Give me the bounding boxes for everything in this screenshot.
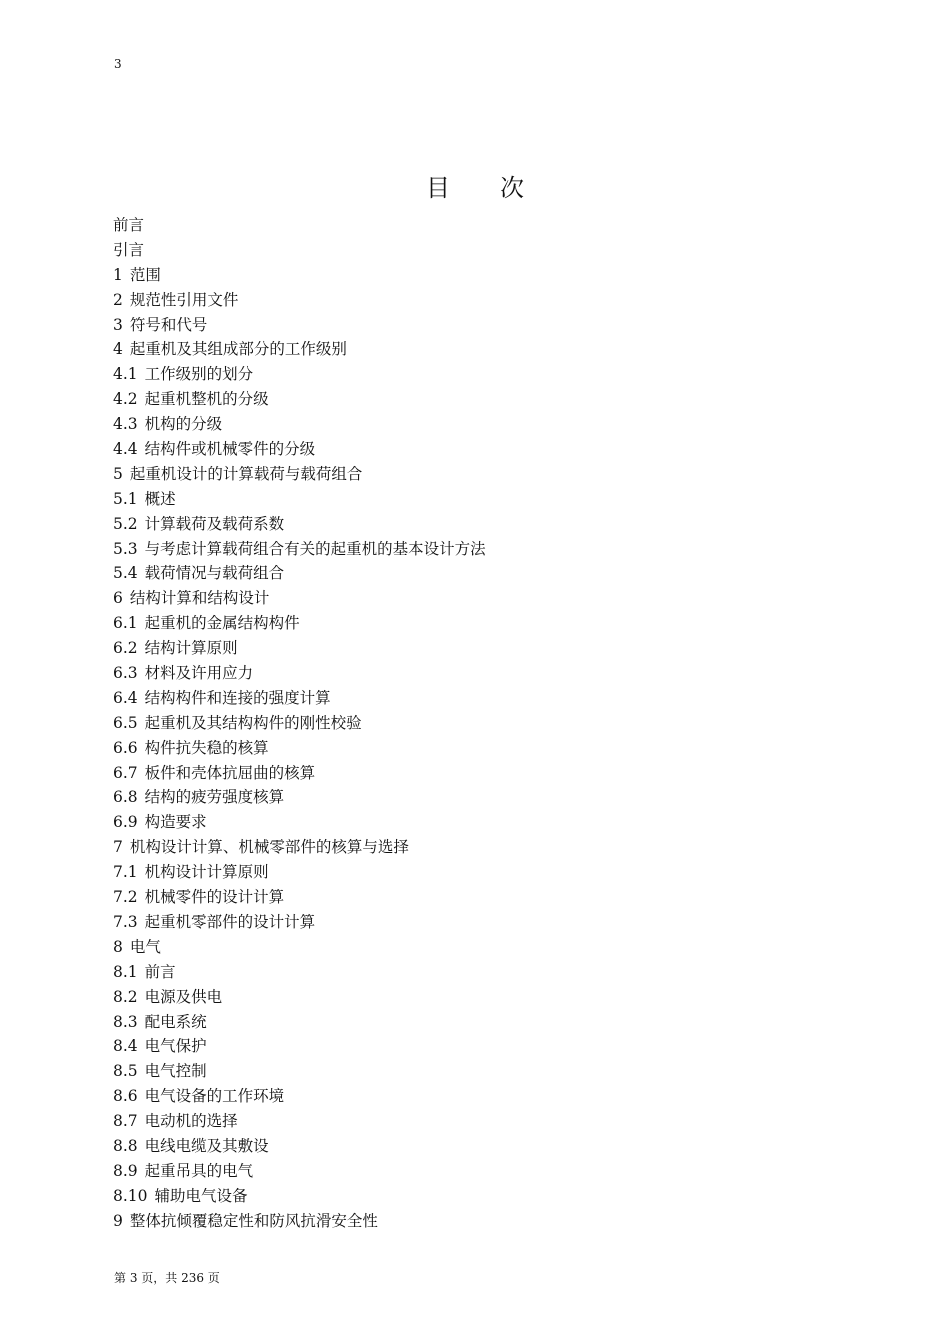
toc-entry-number: 8 (113, 937, 123, 956)
toc-entry (113, 387, 486, 412)
toc-entry-number: 4 (113, 340, 123, 359)
toc-entry-text: 起重机及其组成部分的工作级别 (129, 340, 347, 359)
toc-entry-number: 8.6 (113, 1087, 138, 1106)
toc-entry-number: 5.2 (113, 514, 138, 533)
toc-entry-number: 6.4 (113, 688, 138, 707)
toc-entry-text: 辅助电气设备 (154, 1186, 248, 1205)
toc-entry (113, 985, 486, 1010)
toc-entry (113, 1184, 486, 1209)
toc-entry-text: 电线电缆及其敷设 (144, 1136, 269, 1155)
toc-entry-text: 结构件或机械零件的分级 (144, 440, 316, 459)
toc-entry-text: 电动机的选择 (144, 1112, 238, 1131)
toc-entry (113, 213, 486, 238)
toc-entry-text: 载荷情况与载荷组合 (144, 564, 285, 583)
toc-entry-text: 工作级别的划分 (144, 365, 254, 384)
toc-entry (113, 810, 486, 835)
toc-entry-text: 概述 (144, 489, 176, 508)
table-of-contents (113, 213, 486, 1234)
toc-entry-text: 整体抗倾覆稳定性和防风抗滑安全性 (129, 1211, 378, 1230)
toc-entry-number: 6.5 (113, 713, 138, 732)
toc-entry-number: 9 (113, 1211, 123, 1230)
toc-entry-text: 电气设备的工作环境 (144, 1087, 285, 1106)
toc-entry (113, 586, 486, 611)
toc-entry-text: 前言 (144, 962, 176, 981)
toc-entry (113, 1059, 486, 1084)
toc-entry-text: 构件抗失稳的核算 (144, 738, 269, 757)
toc-entry-number: 7.1 (113, 863, 138, 882)
toc-entry (113, 885, 486, 910)
toc-entry (113, 711, 486, 736)
toc-entry-number: 8.10 (113, 1186, 148, 1205)
toc-entry (113, 611, 486, 636)
toc-entry-number: 3 (113, 315, 123, 334)
toc-entry-number: 6.8 (113, 788, 138, 807)
toc-entry (113, 636, 486, 661)
toc-entry-text: 起重吊具的电气 (144, 1161, 254, 1180)
toc-entry-text: 结构计算和结构设计 (129, 589, 270, 608)
toc-entry (113, 1010, 486, 1035)
toc-entry-text: 前言 (113, 216, 145, 234)
toc-entry-number: 4.2 (113, 390, 138, 409)
toc-entry-number: 8.3 (113, 1012, 138, 1031)
toc-entry-text: 结构构件和连接的强度计算 (144, 688, 331, 707)
toc-entry-text: 机械零件的设计计算 (144, 888, 285, 907)
toc-entry (113, 1109, 486, 1134)
header-page-mark: 3 (114, 57, 122, 71)
toc-entry-text: 引言 (113, 240, 145, 259)
toc-entry-text: 计算载荷及载荷系数 (144, 514, 285, 533)
toc-entry-text: 与考虑计算载荷组合有关的起重机的基本设计方法 (144, 539, 486, 558)
toc-entry (113, 686, 486, 711)
toc-entry-text: 材料及许用应力 (144, 664, 254, 683)
toc-entry-text: 起重机整机的分级 (144, 390, 269, 409)
footer-page-info: 第 3 页，共 236 页 (114, 1271, 220, 1285)
toc-entry-text: 电源及供电 (144, 987, 223, 1006)
toc-entry (113, 437, 486, 462)
toc-entry-text: 构造要求 (144, 813, 207, 832)
toc-entry (113, 288, 486, 313)
toc-entry-number: 8.5 (113, 1062, 138, 1081)
toc-entry (113, 1159, 486, 1184)
toc-entry-number: 7.2 (113, 888, 138, 907)
toc-entry-text: 结构计算原则 (144, 639, 238, 658)
toc-entry (113, 462, 486, 487)
toc-entry-number: 8.7 (113, 1112, 138, 1131)
toc-entry-text: 范围 (129, 265, 161, 284)
toc-entry-number: 6.6 (113, 738, 138, 757)
toc-entry (113, 238, 486, 263)
toc-entry (113, 412, 486, 437)
toc-entry (113, 1084, 486, 1109)
toc-entry-text: 规范性引用文件 (129, 290, 239, 309)
toc-entry (113, 761, 486, 786)
toc-entry-text: 起重机及其结构构件的刚性校验 (144, 713, 362, 732)
toc-entry-number: 1 (113, 265, 123, 284)
toc-entry-text: 机构的分级 (144, 415, 223, 434)
toc-entry (113, 561, 486, 586)
toc-entry (113, 537, 486, 562)
toc-entry-number: 5 (113, 464, 123, 483)
toc-entry-number: 2 (113, 290, 123, 309)
toc-entry-number: 7.3 (113, 912, 138, 931)
toc-entry-number: 8.2 (113, 987, 138, 1006)
toc-entry-text: 起重机零部件的设计计算 (144, 912, 316, 931)
toc-entry-number: 6 (113, 589, 123, 608)
toc-entry (113, 661, 486, 686)
toc-entry-number: 6.9 (113, 813, 138, 832)
toc-entry-number: 5.4 (113, 564, 138, 583)
toc-entry (113, 1134, 486, 1159)
toc-entry (113, 785, 486, 810)
toc-entry-text: 结构的疲劳强度核算 (144, 788, 285, 807)
toc-entry-number: 8.1 (113, 962, 138, 981)
toc-entry (113, 487, 486, 512)
toc-entry-number: 6.3 (113, 664, 138, 683)
toc-entry (113, 835, 486, 860)
toc-entry (113, 1209, 486, 1234)
toc-entry-text: 起重机的金属结构构件 (144, 614, 300, 633)
toc-entry-number: 6.7 (113, 763, 138, 782)
toc-entry-text: 起重机设计的计算载荷与载荷组合 (129, 464, 363, 483)
toc-entry-text: 电气保护 (144, 1037, 207, 1056)
toc-entry (113, 910, 486, 935)
toc-entry-number: 6.1 (113, 614, 138, 633)
toc-entry (113, 263, 486, 288)
toc-entry-number: 6.2 (113, 639, 138, 658)
toc-entry-text: 电气 (129, 937, 161, 956)
toc-entry (113, 313, 486, 338)
toc-entry-text: 符号和代号 (129, 315, 208, 334)
toc-entry-text: 电气控制 (144, 1062, 207, 1081)
toc-entry-text: 机构设计计算原则 (144, 863, 269, 882)
toc-entry (113, 736, 486, 761)
toc-entry-number: 8.4 (113, 1037, 138, 1056)
toc-entry-number: 4.4 (113, 440, 138, 459)
toc-entry-number: 8.9 (113, 1161, 138, 1180)
toc-entry-number: 4.3 (113, 415, 138, 434)
toc-entry (113, 960, 486, 985)
toc-entry-number: 5.1 (113, 489, 138, 508)
toc-entry-number: 7 (113, 838, 123, 857)
toc-entry-number: 4.1 (113, 365, 138, 384)
toc-entry-text: 配电系统 (144, 1012, 207, 1031)
toc-entry (113, 1034, 486, 1059)
toc-entry (113, 935, 486, 960)
toc-title: 目次 (426, 174, 574, 202)
toc-entry-number: 8.8 (113, 1136, 138, 1155)
toc-entry (113, 860, 486, 885)
toc-entry-number: 5.3 (113, 539, 138, 558)
toc-entry (113, 337, 486, 362)
toc-entry (113, 512, 486, 537)
toc-entry (113, 362, 486, 387)
toc-entry-text: 板件和壳体抗屈曲的核算 (144, 763, 316, 782)
toc-entry-text: 机构设计计算、机械零部件的核算与选择 (129, 838, 409, 857)
